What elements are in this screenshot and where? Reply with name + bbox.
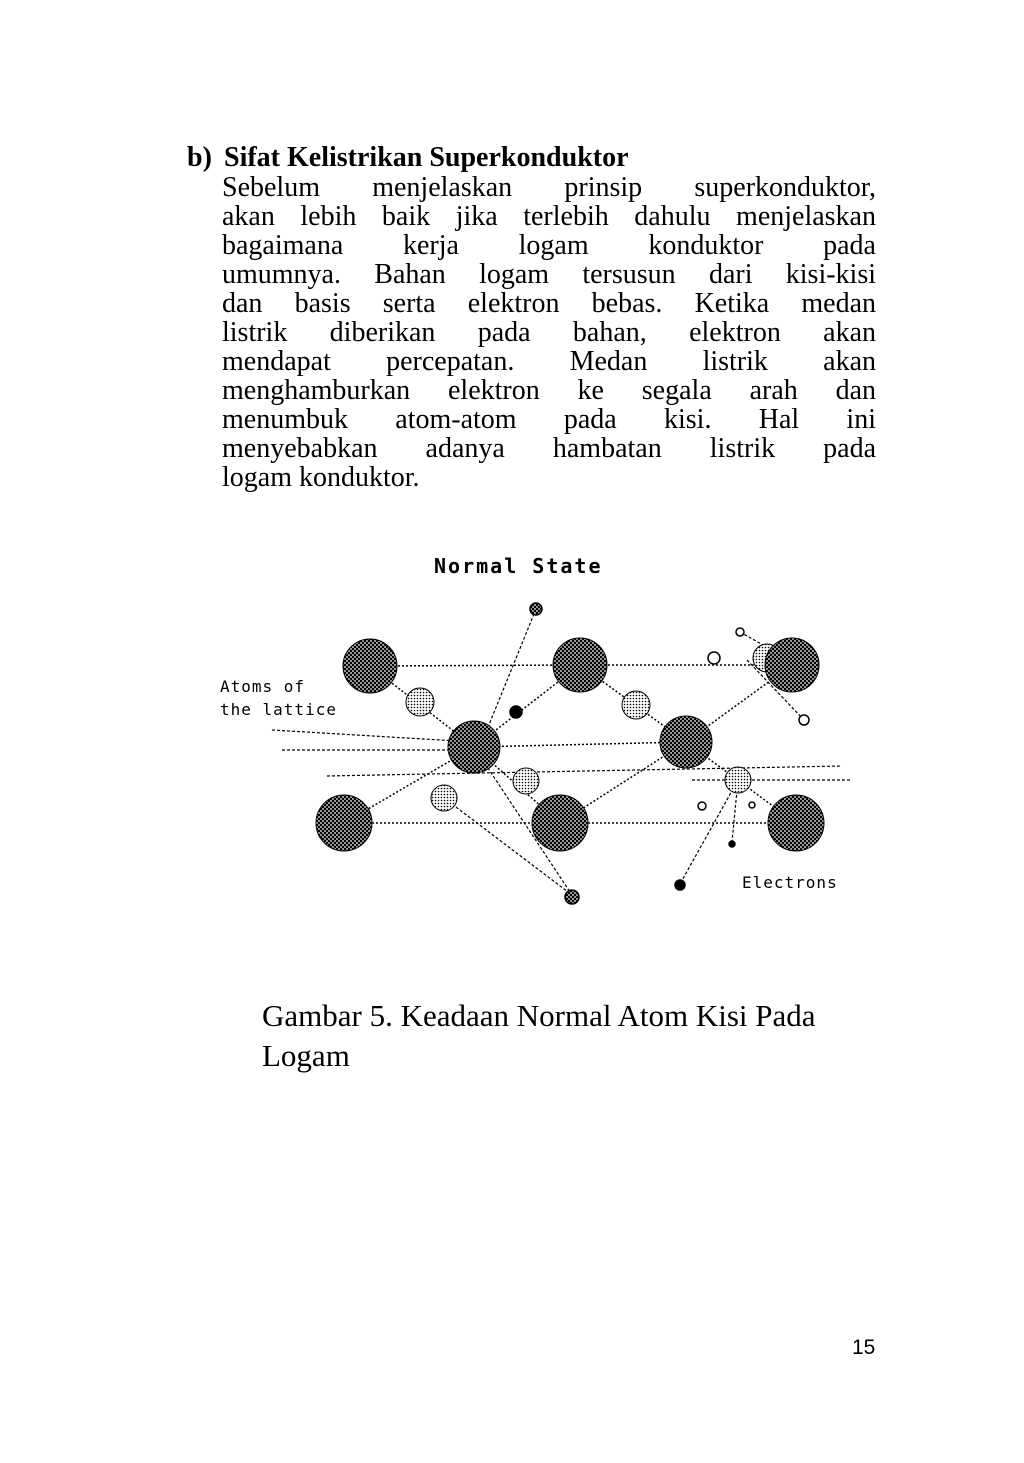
lattice-atom [316, 795, 372, 851]
electron [698, 802, 706, 810]
lattice-atom [448, 721, 500, 773]
paragraph-line: menghamburkan elektron ke segala arah dan [222, 375, 876, 406]
electron [736, 628, 744, 636]
lattice-atom [765, 638, 819, 692]
electron [799, 715, 809, 725]
paragraph-line: Sebelum menjelaskan prinsip superkonduktor, [222, 172, 876, 203]
body-paragraph [222, 173, 876, 492]
lattice-diagram [212, 550, 862, 920]
lattice-bond [474, 742, 686, 747]
paragraph-line: logam konduktor. [222, 462, 420, 493]
paragraph-line: listrik diberikan pada bahan, elektron akan [222, 317, 876, 348]
electron-path [272, 730, 474, 742]
lattice-atom [660, 716, 712, 768]
page-number: 15 [852, 1336, 876, 1359]
collision-site [725, 767, 751, 793]
atoms-label-line2: the lattice [220, 700, 337, 719]
collision-site [406, 688, 434, 716]
electron [510, 706, 522, 718]
electron [708, 652, 720, 664]
electron-path [327, 766, 842, 776]
electron [675, 880, 685, 890]
lattice-bond [370, 665, 580, 666]
lattice-figure [212, 550, 862, 920]
electron-path [482, 609, 536, 742]
electron [729, 841, 735, 847]
lattice-atom [768, 795, 824, 851]
paragraph-line: dan basis serta elektron bebas. Ketika medan [222, 288, 876, 319]
paragraph-line: bagaimana kerja logam konduktor pada [222, 230, 876, 261]
figure-caption: Gambar 5. Keadaan Normal Atom Kisi Pada Logam [262, 998, 816, 1073]
lattice-atom [553, 638, 607, 692]
paragraph-line: menumbuk atom-atom pada kisi. Hal ini [222, 404, 876, 435]
paragraph-line: umumnya. Bahan logam tersusun dari kisi-kisi [222, 259, 876, 290]
lattice-atom [532, 795, 588, 851]
section-heading [187, 140, 629, 176]
section-marker: b) [187, 142, 212, 173]
section-title: Sifat Kelistrikan Superkonduktor [224, 142, 629, 173]
electron [530, 603, 542, 615]
collision-site [622, 691, 650, 719]
electron [565, 890, 579, 904]
collision-site [431, 785, 457, 811]
figure-title: Normal State [434, 554, 603, 578]
electron-path [680, 780, 738, 884]
paragraph-line: mendapat percepatan. Medan listrik akan [222, 346, 876, 377]
collision-site [513, 768, 539, 794]
electrons-label: Electrons [742, 873, 838, 892]
paragraph-line: akan lebih baik jika terlebih dahulu menjelaskan [222, 201, 876, 232]
electron [749, 802, 755, 808]
atoms-label-line1: Atoms of [220, 677, 306, 696]
lattice-atom [343, 639, 397, 693]
paragraph-line: menyebabkan adanya hambatan listrik pada [222, 433, 876, 464]
